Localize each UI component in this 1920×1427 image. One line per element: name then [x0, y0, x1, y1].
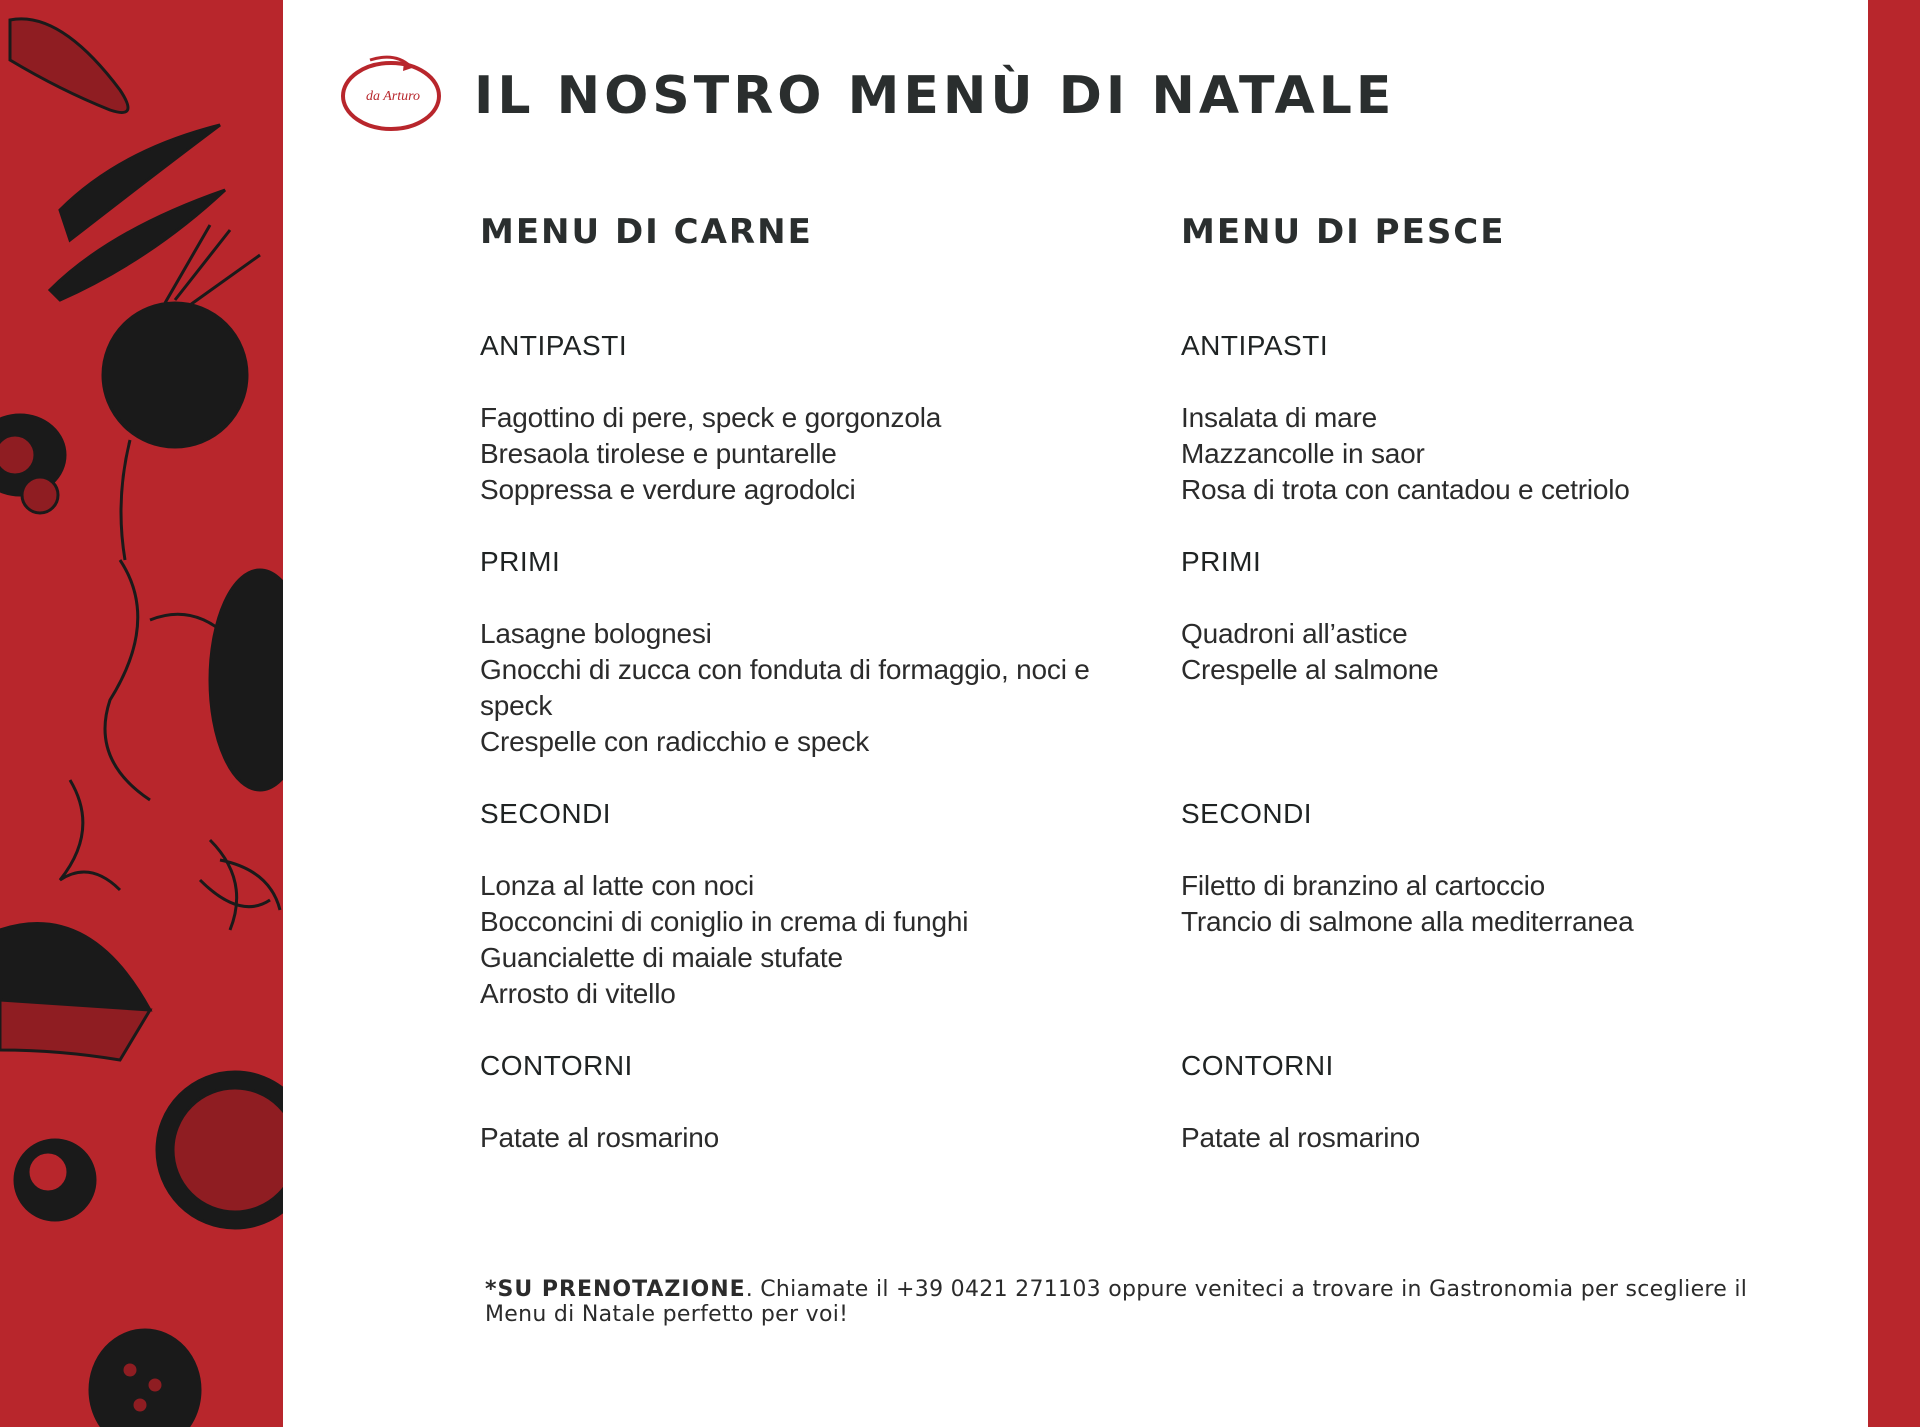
dish-item: Lonza al latte con noci [480, 870, 755, 901]
section-title: ANTIPASTI [1181, 330, 1329, 361]
dish-item: Filetto di branzino al cartoccio [1181, 870, 1545, 901]
dish-item: Bocconcini di coniglio in crema di funghi [480, 906, 969, 937]
section-title: PRIMI [480, 546, 561, 577]
reservation-note-bold: *SU PRENOTAZIONE [485, 1277, 746, 1302]
dish-item: Fagottino di pere, speck e gorgonzola [480, 402, 942, 433]
dish-item: Patate al rosmarino [480, 1122, 719, 1153]
dish-item: Gnocchi di zucca con fonduta di formaggio, noci e speck [480, 654, 1090, 721]
carne-secondi-section [480, 796, 1120, 1012]
pesce-secondi-section [1181, 796, 1821, 940]
dish-list [480, 616, 1120, 760]
reservation-note-text: . Chiamate il +39 0421 271103 oppure veniteci a trovare in Gastronomia per scegliere il Menu di Natale perfetto per voi! [485, 1277, 1748, 1327]
dish-list [1181, 1120, 1821, 1156]
carne-primi-section [480, 544, 1120, 760]
pesce-contorni-section [1181, 1048, 1821, 1156]
dish-item: Lasagne bolognesi [480, 618, 712, 649]
logo [340, 52, 446, 134]
section-title: SECONDI [1181, 798, 1313, 829]
vegetable-illustration-icon [0, 0, 283, 1427]
dish-item: Arrosto di vitello [480, 978, 676, 1009]
carne-antipasti-section [480, 328, 1120, 508]
dish-item: Crespelle con radicchio e speck [480, 726, 870, 757]
dish-item: Rosa di trota con cantadou e cetriolo [1181, 474, 1630, 505]
reservation-note [485, 1277, 1785, 1327]
dish-item: Soppressa e verdure agrodolci [480, 474, 856, 505]
dish-item: Trancio di salmone alla mediterranea [1181, 906, 1634, 937]
dish-item: Guancialette di maiale stufate [480, 942, 843, 973]
dish-item: Insalata di mare [1181, 402, 1378, 433]
dish-list [1181, 616, 1821, 688]
carne-contorni-section [480, 1048, 1120, 1156]
dish-list [1181, 400, 1821, 508]
logo-text: da Arturo [365, 89, 421, 104]
section-title: PRIMI [1181, 546, 1262, 577]
pesce-primi-section [1181, 544, 1821, 688]
dish-item: Patate al rosmarino [1181, 1122, 1420, 1153]
dish-item: Bresaola tirolese e puntarelle [480, 438, 837, 469]
section-title: CONTORNI [480, 1050, 633, 1081]
dish-list [480, 868, 1120, 1012]
section-title: ANTIPASTI [480, 330, 628, 361]
section-title: SECONDI [480, 798, 612, 829]
decorative-side-bar [1868, 0, 1920, 1427]
dish-item: Crespelle al salmone [1181, 654, 1439, 685]
dish-list [1181, 868, 1821, 940]
decorative-side-panel [0, 0, 283, 1427]
pesce-antipasti-section [1181, 328, 1821, 508]
dish-list [480, 400, 1120, 508]
page-title: IL NOSTRO MENÙ DI NATALE [474, 66, 1396, 126]
menu-carne-title: MENU DI CARNE [480, 212, 813, 252]
menu-pesce-title: MENU DI PESCE [1181, 212, 1506, 252]
section-title: CONTORNI [1181, 1050, 1334, 1081]
dish-item: Quadroni all’astice [1181, 618, 1408, 649]
dish-list [480, 1120, 1120, 1156]
dish-item: Mazzancolle in saor [1181, 438, 1425, 469]
